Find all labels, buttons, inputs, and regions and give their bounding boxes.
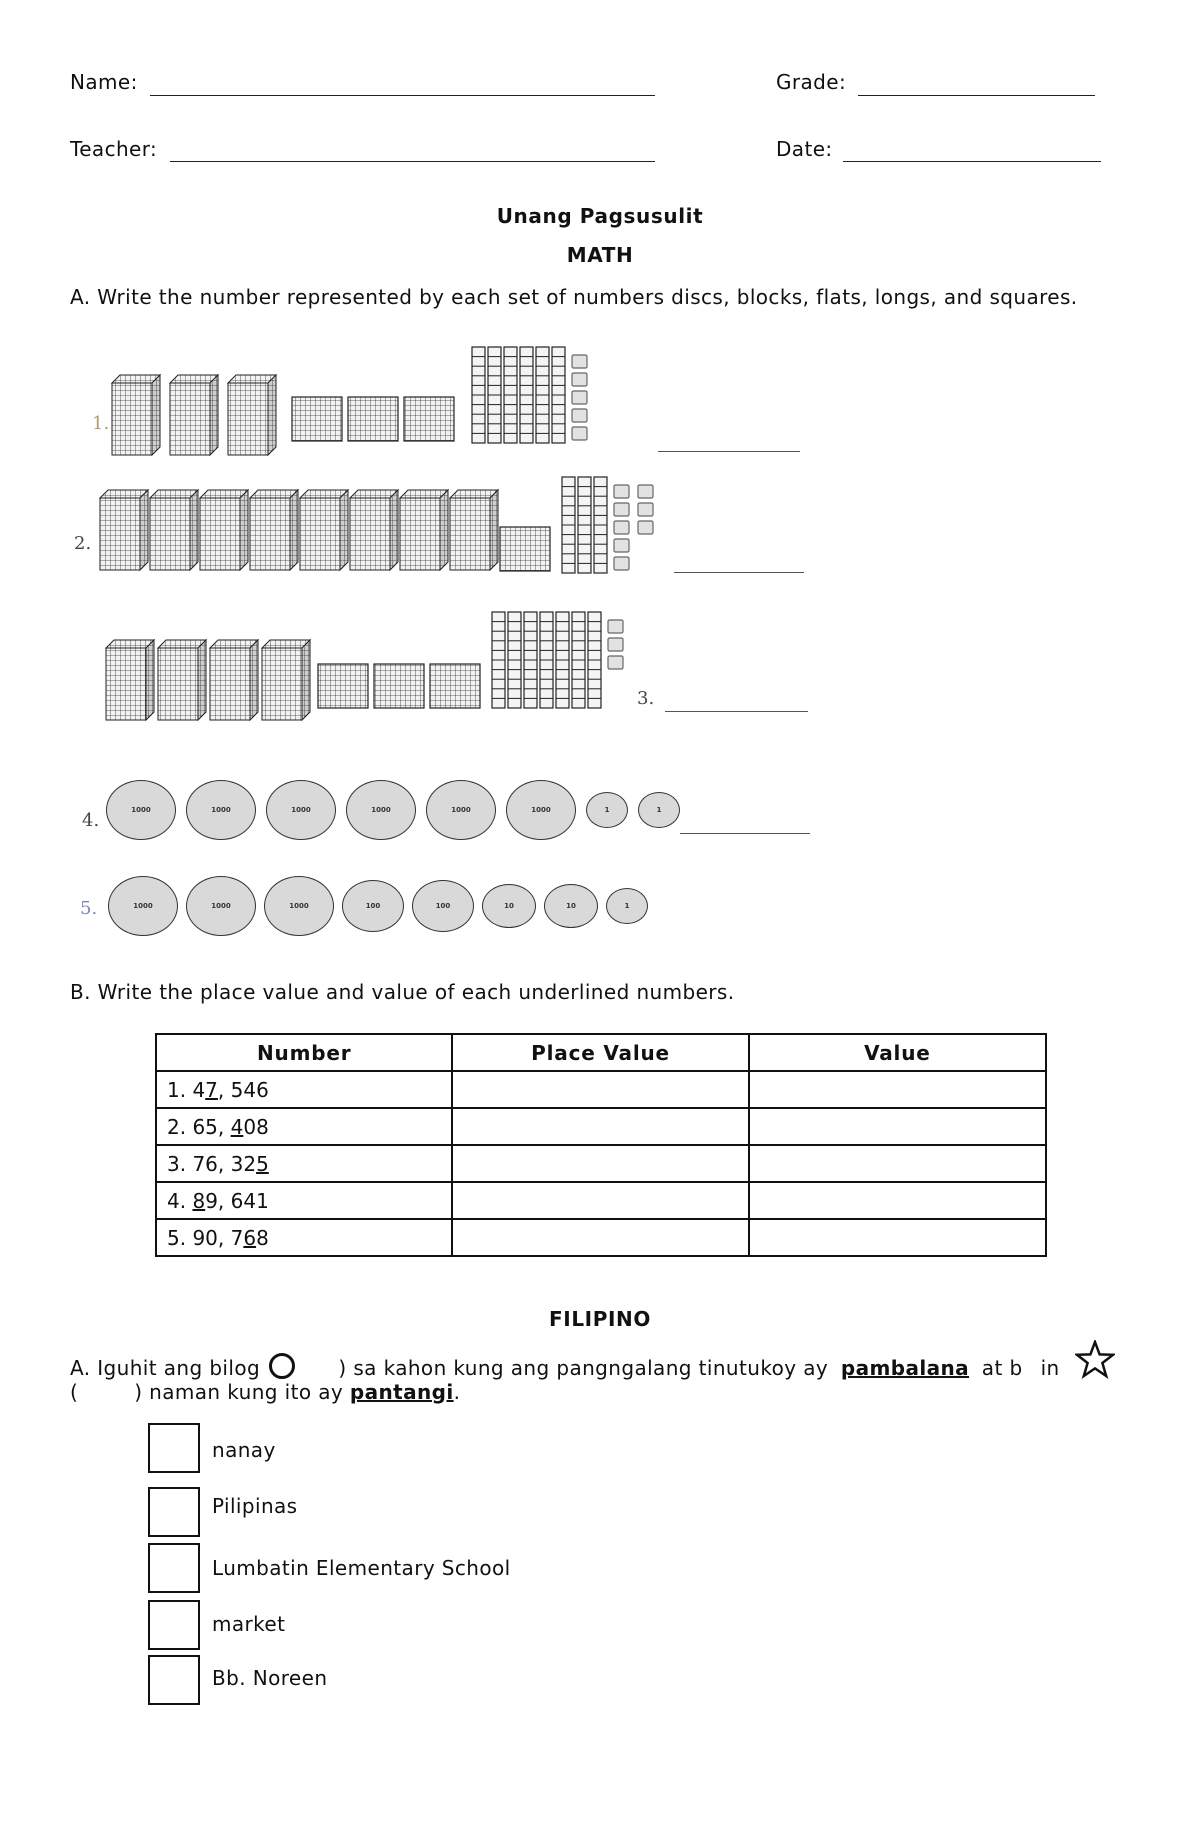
value-cell[interactable] — [749, 1219, 1046, 1256]
date-line[interactable] — [843, 161, 1101, 162]
number-disc: 1000 — [346, 780, 416, 840]
one-square — [608, 656, 623, 669]
one-square — [614, 503, 629, 516]
thousand-block — [210, 640, 258, 720]
item-5-number: 5. — [80, 898, 98, 919]
hundred-flat — [430, 664, 480, 708]
hundred-flat — [374, 664, 424, 708]
underlined-digit: 5 — [256, 1151, 269, 1176]
item-label: nanay — [212, 1438, 276, 1462]
number-cell: 1. 47, 546 — [156, 1071, 452, 1108]
ten-long — [594, 477, 607, 573]
number-disc: 10 — [544, 884, 598, 928]
number-disc: 1 — [638, 792, 680, 828]
place-value-cell[interactable] — [452, 1145, 748, 1182]
one-square — [572, 409, 587, 422]
grade-line[interactable] — [858, 95, 1095, 96]
math-b-instruction: B. Write the place value and value of each underlined numbers. — [70, 980, 735, 1004]
thousand-block — [250, 490, 298, 570]
thousand-block — [228, 375, 276, 455]
one-square — [638, 485, 653, 498]
number-cell: 4. 89, 641 — [156, 1182, 452, 1219]
answer-box-1[interactable] — [148, 1423, 200, 1473]
name-label: Name: — [70, 70, 138, 94]
underlined-digit: 6 — [243, 1225, 257, 1250]
col-header-number: Number — [156, 1034, 452, 1071]
one-square — [608, 620, 623, 633]
place-value-table — [155, 1033, 1047, 1257]
ten-long — [504, 347, 517, 443]
number-disc: 1000 — [106, 780, 176, 840]
value-cell[interactable] — [749, 1182, 1046, 1219]
thousand-block — [158, 640, 206, 720]
item-3-answer-line[interactable] — [665, 711, 808, 712]
ten-long — [536, 347, 549, 443]
ten-long — [472, 347, 485, 443]
date-label: Date: — [776, 137, 833, 161]
math-heading: MATH — [566, 243, 634, 267]
ten-long — [552, 347, 565, 443]
circle-icon — [269, 1353, 295, 1379]
filipino-instruction-line1: A. Iguhit ang bilog ) sa kahon kung ang pangngalang tinutukoy ay pambalana at b in — [70, 1353, 1132, 1380]
one-square — [614, 485, 629, 498]
ten-long — [556, 612, 569, 708]
number-disc: 1 — [606, 888, 648, 924]
one-square — [614, 539, 629, 552]
number-disc: 1000 — [108, 876, 178, 936]
item-label: Lumbatin Elementary School — [212, 1556, 511, 1580]
value-cell[interactable] — [749, 1108, 1046, 1145]
item-2-answer-line[interactable] — [674, 572, 804, 573]
answer-box-3[interactable] — [148, 1543, 200, 1593]
item-2-number: 2. — [74, 533, 92, 554]
filipino-instruction-line2: ( ) naman kung ito ay pantangi. — [70, 1380, 461, 1404]
one-square — [614, 557, 629, 570]
thousand-block — [200, 490, 248, 570]
one-square — [572, 427, 587, 440]
table-row — [156, 1071, 1046, 1108]
value-cell[interactable] — [749, 1071, 1046, 1108]
underlined-digit: 4 — [230, 1114, 244, 1139]
page-title: Unang Pagsusulit — [496, 204, 704, 228]
item-label: Pilipinas — [212, 1494, 298, 1518]
one-square — [572, 373, 587, 386]
table-row — [156, 1182, 1046, 1219]
place-value-cell[interactable] — [452, 1108, 748, 1145]
name-line[interactable] — [150, 95, 655, 96]
number-cell: 2. 65, 408 — [156, 1108, 452, 1145]
ten-long — [524, 612, 537, 708]
ten-long — [520, 347, 533, 443]
thousand-block — [112, 375, 160, 455]
value-cell[interactable] — [749, 1145, 1046, 1182]
one-square — [572, 391, 587, 404]
ten-long — [492, 612, 505, 708]
item-4-answer-line[interactable] — [680, 833, 810, 834]
blocks-layer — [100, 347, 653, 720]
thousand-block — [450, 490, 498, 570]
star-icon — [1075, 1340, 1115, 1380]
thousand-block — [106, 640, 154, 720]
teacher-line[interactable] — [170, 161, 655, 162]
col-header-value: Value — [749, 1034, 1046, 1071]
item-label: Bb. Noreen — [212, 1666, 328, 1690]
keyword-pantangi: pantangi — [349, 1380, 454, 1404]
one-square — [638, 503, 653, 516]
item-1-number: 1. — [92, 413, 110, 434]
number-cell: 3. 76, 325 — [156, 1145, 452, 1182]
underlined-digit: 8 — [192, 1188, 206, 1213]
thousand-block — [300, 490, 348, 570]
ten-long — [508, 612, 521, 708]
col-header-place-value: Place Value — [452, 1034, 748, 1071]
answer-box-5[interactable] — [148, 1655, 200, 1705]
ten-long — [540, 612, 553, 708]
table-row — [156, 1145, 1046, 1182]
hundred-flat — [318, 664, 368, 708]
item-3-number: 3. — [637, 688, 655, 709]
hundred-flat — [292, 397, 342, 441]
number-disc: 10 — [482, 884, 536, 928]
item-1-answer-line[interactable] — [658, 451, 800, 452]
ten-long — [578, 477, 591, 573]
place-value-cell[interactable] — [452, 1071, 748, 1108]
hundred-flat — [500, 527, 550, 571]
hundred-flat — [404, 397, 454, 441]
item-4-number: 4. — [82, 810, 100, 831]
hundred-flat — [348, 397, 398, 441]
ten-long — [572, 612, 585, 708]
base-ten-blocks-figure — [0, 330, 1200, 960]
thousand-block — [100, 490, 148, 570]
number-disc: 1 — [586, 792, 628, 828]
one-square — [638, 521, 653, 534]
number-disc: 1000 — [266, 780, 336, 840]
number-disc: 1000 — [186, 780, 256, 840]
number-disc: 100 — [412, 880, 474, 932]
number-disc: 1000 — [506, 780, 576, 840]
underlined-digit: 7 — [205, 1077, 218, 1102]
table-row — [156, 1108, 1046, 1145]
teacher-label: Teacher: — [70, 137, 158, 161]
ten-long — [488, 347, 501, 443]
thousand-block — [400, 490, 448, 570]
number-cell: 5. 90, 768 — [156, 1219, 452, 1256]
keyword-pambalana: pambalana — [840, 1356, 970, 1380]
ten-long — [562, 477, 575, 573]
number-disc: 1000 — [264, 876, 334, 936]
answer-box-4[interactable] — [148, 1600, 200, 1650]
number-disc: 100 — [342, 880, 404, 932]
math-a-instruction: A. Write the number represented by each set of numbers discs, blocks, flats, longs, and squares. — [70, 285, 1078, 309]
one-square — [614, 521, 629, 534]
one-square — [608, 638, 623, 651]
ten-long — [588, 612, 601, 708]
thousand-block — [262, 640, 310, 720]
place-value-cell[interactable] — [452, 1182, 748, 1219]
item-label: market — [212, 1612, 286, 1636]
table-row — [156, 1219, 1046, 1256]
filipino-heading: FILIPINO — [549, 1307, 651, 1331]
thousand-block — [150, 490, 198, 570]
thousand-block — [170, 375, 218, 455]
one-square — [572, 355, 587, 368]
thousand-block — [350, 490, 398, 570]
grade-label: Grade: — [776, 70, 847, 94]
number-disc: 1000 — [426, 780, 496, 840]
place-value-cell[interactable] — [452, 1219, 748, 1256]
answer-box-2[interactable] — [148, 1487, 200, 1537]
number-disc: 1000 — [186, 876, 256, 936]
